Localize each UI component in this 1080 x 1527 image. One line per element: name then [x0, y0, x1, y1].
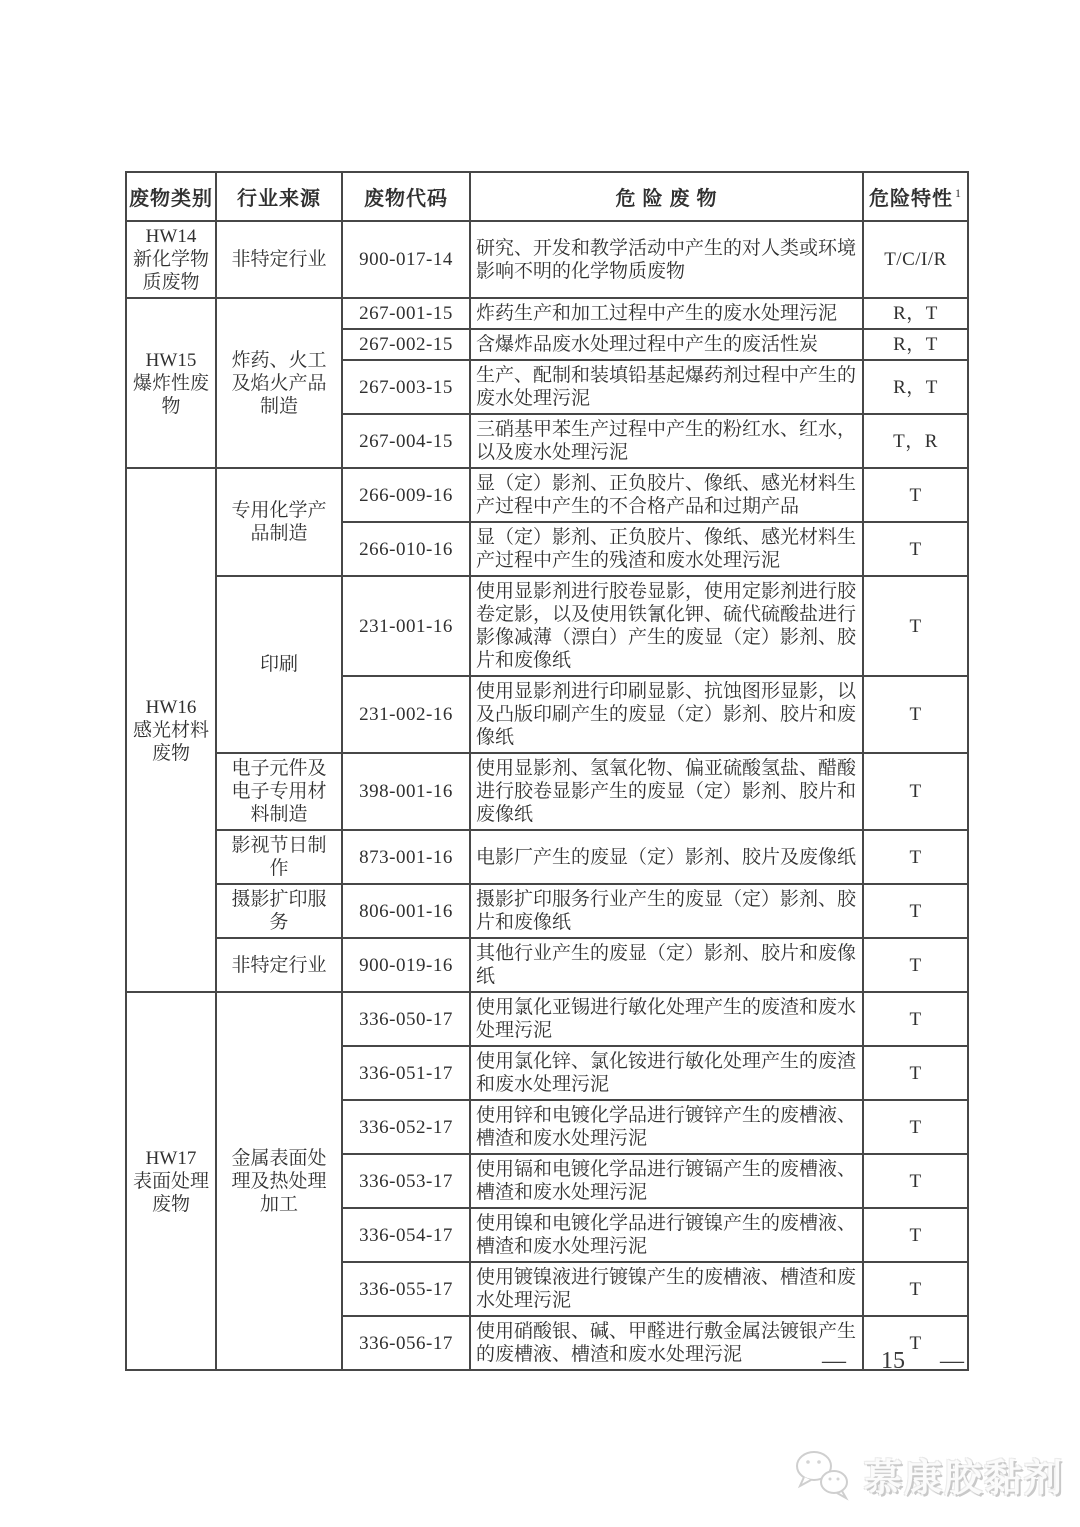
- cell-waste-category-hw16: [126, 468, 216, 992]
- cell-waste-code: 336-056-17: [342, 1316, 470, 1370]
- cell-waste-description: 研究、开发和教学活动中产生的对人类或环境影响不明的化学物质废物: [470, 221, 863, 298]
- cell-waste-code: 398-001-16: [342, 753, 470, 830]
- cell-hazard-trait: R，T: [863, 360, 968, 414]
- page-number: [822, 1348, 964, 1375]
- cell-waste-code: 266-010-16: [342, 522, 470, 576]
- watermark-text: 慕康胶黏剂: [863, 1457, 1064, 1500]
- cell-waste-code: 267-004-15: [342, 414, 470, 468]
- cell-hazard-trait: R，T: [863, 329, 968, 360]
- cell-waste-code: 266-009-16: [342, 468, 470, 522]
- page-number-value: 15: [881, 1348, 905, 1374]
- cell-waste-code: 806-001-16: [342, 884, 470, 938]
- col-header-waste-category: 废物类别: [126, 172, 216, 221]
- cell-waste-description: 使用硝酸银、碱、甲醛进行敷金属法镀银产生的废槽液、槽渣和废水处理污泥: [470, 1316, 863, 1370]
- cell-hazard-trait: T: [863, 830, 968, 884]
- table-row: [126, 830, 968, 884]
- cell-waste-code: 336-052-17: [342, 1100, 470, 1154]
- cell-waste-code: 900-019-16: [342, 938, 470, 992]
- cell-waste-code: 336-053-17: [342, 1154, 470, 1208]
- cell-hazard-trait: T/C/I/R: [863, 221, 968, 298]
- cell-industry-source: 摄影扩印服务: [216, 884, 342, 938]
- col-header-hazard-trait: [863, 172, 968, 221]
- cell-waste-code: 900-017-14: [342, 221, 470, 298]
- cell-waste-description: 显（定）影剂、正负胶片、像纸、感光材料生产过程中产生的残渣和废水处理污泥: [470, 522, 863, 576]
- cell-waste-description: 使用显影剂进行胶卷显影，使用定影剂进行胶卷定影，以及使用铁氰化钾、硫代硫酸盐进行影像减薄（漂白）产生的废显（定）影剂、胶片和废像纸: [470, 576, 863, 676]
- cell-hazard-trait: T: [863, 992, 968, 1046]
- cell-industry-source: 金属表面处理及热处理加工: [216, 992, 342, 1370]
- cell-hazard-trait: T: [863, 938, 968, 992]
- category-code: HW15: [145, 349, 197, 371]
- table-row: [126, 221, 968, 298]
- cell-industry-source: 影视节日制作: [216, 830, 342, 884]
- table-row: [126, 992, 968, 1046]
- cell-waste-description: 其他行业产生的废显（定）影剂、胶片和废像纸: [470, 938, 863, 992]
- cell-waste-code: 336-055-17: [342, 1262, 470, 1316]
- cell-hazard-trait: T: [863, 1154, 968, 1208]
- cell-waste-category-hw14: [126, 221, 216, 298]
- table-row: [126, 468, 968, 522]
- cell-waste-code: 336-050-17: [342, 992, 470, 1046]
- cell-waste-description: 使用氯化亚锡进行敏化处理产生的废渣和废水处理污泥: [470, 992, 863, 1046]
- table-row: [126, 298, 968, 329]
- cell-waste-code: 267-003-15: [342, 360, 470, 414]
- cell-hazard-trait: T: [863, 576, 968, 676]
- cell-waste-description: 使用镉和电镀化学品进行镀镉产生的废槽液、槽渣和废水处理污泥: [470, 1154, 863, 1208]
- col-header-waste-code: 废物代码: [342, 172, 470, 221]
- category-code: HW16: [145, 696, 197, 718]
- cell-waste-code: 267-001-15: [342, 298, 470, 329]
- cell-hazard-trait: T: [863, 522, 968, 576]
- cell-hazard-trait: T，R: [863, 414, 968, 468]
- cell-industry-source: 非特定行业: [216, 938, 342, 992]
- cell-industry-source: 炸药、火工及焰火产品制造: [216, 298, 342, 468]
- cell-waste-description: 生产、配制和装填铅基起爆药剂过程中产生的废水处理污泥: [470, 360, 863, 414]
- cell-waste-code: 873-001-16: [342, 830, 470, 884]
- hazard-trait-footnote-ref: 1: [955, 186, 962, 201]
- cell-hazard-trait: T: [863, 1262, 968, 1316]
- cell-waste-description: 炸药生产和加工过程中产生的废水处理污泥: [470, 298, 863, 329]
- cell-hazard-trait: T: [863, 1100, 968, 1154]
- cell-industry-source: 印刷: [216, 576, 342, 753]
- table-header-row: [126, 172, 968, 221]
- cell-waste-code: 336-051-17: [342, 1046, 470, 1100]
- cell-waste-description: 使用显影剂、氢氧化物、偏亚硫酸氢盐、醋酸进行胶卷显影产生的废显（定）影剂、胶片和废像纸: [470, 753, 863, 830]
- cell-waste-code: 336-054-17: [342, 1208, 470, 1262]
- cell-waste-description: 使用锌和电镀化学品进行镀锌产生的废槽液、槽渣和废水处理污泥: [470, 1100, 863, 1154]
- cell-hazard-trait: T: [863, 1208, 968, 1262]
- cell-waste-code: 231-001-16: [342, 576, 470, 676]
- cell-waste-category-hw17: [126, 992, 216, 1370]
- page-number-dash-left: —: [822, 1348, 846, 1374]
- cell-waste-description: 三硝基甲苯生产过程中产生的粉红水、红水，以及废水处理污泥: [470, 414, 863, 468]
- category-name: 表面处理废物: [133, 1170, 210, 1215]
- table-row: [126, 753, 968, 830]
- cell-hazard-trait: T: [863, 676, 968, 753]
- cell-industry-source: 电子元件及电子专用材料制造: [216, 753, 342, 830]
- category-name: 爆炸性废物: [133, 372, 210, 417]
- cell-hazard-trait: T: [863, 1046, 968, 1100]
- cell-waste-code: 231-002-16: [342, 676, 470, 753]
- category-code: HW14: [145, 226, 197, 247]
- cell-waste-category-hw15: [126, 298, 216, 468]
- table-row: [126, 884, 968, 938]
- hazardous-waste-table: [125, 171, 969, 1371]
- page-number-dash-right: —: [940, 1348, 964, 1374]
- category-name: 感光材料废物: [133, 719, 210, 764]
- category-code: HW17: [145, 1147, 197, 1169]
- cell-waste-description: 使用氯化锌、氯化铵进行敏化处理产生的废渣和废水处理污泥: [470, 1046, 863, 1100]
- table-row: [126, 938, 968, 992]
- table-row: [126, 576, 968, 676]
- cell-waste-code: 267-002-15: [342, 329, 470, 360]
- watermark: [792, 1446, 1064, 1502]
- cell-waste-description: 含爆炸品废水处理过程中产生的废活性炭: [470, 329, 863, 360]
- cell-waste-description: 摄影扩印服务行业产生的废显（定）影剂、胶片和废像纸: [470, 884, 863, 938]
- cell-hazard-trait: T: [863, 884, 968, 938]
- cell-industry-source: 非特定行业: [216, 221, 342, 298]
- cell-waste-description: 使用镍和电镀化学品进行镀镍产生的废槽液、槽渣和废水处理污泥: [470, 1208, 863, 1262]
- cell-hazard-trait: T: [863, 1316, 968, 1370]
- cell-waste-description: 使用镀镍液进行镀镍产生的废槽液、槽渣和废水处理污泥: [470, 1262, 863, 1316]
- cell-hazard-trait: R，T: [863, 298, 968, 329]
- cell-waste-description: 电影厂产生的废显（定）影剂、胶片及废像纸: [470, 830, 863, 884]
- hazard-trait-label: 危险特性: [869, 188, 953, 210]
- cell-hazard-trait: T: [863, 468, 968, 522]
- cell-waste-description: 显（定）影剂、正负胶片、像纸、感光材料生产过程中产生的不合格产品和过期产品: [470, 468, 863, 522]
- wechat-chat-bubbles-icon: [792, 1446, 856, 1502]
- col-header-hazardous-waste: 危 险 废 物: [470, 172, 863, 221]
- cell-waste-description: 使用显影剂进行印刷显影、抗蚀图形显影，以及凸版印刷产生的废显（定）影剂、胶片和废像纸: [470, 676, 863, 753]
- cell-hazard-trait: T: [863, 753, 968, 830]
- category-name: 新化学物质废物: [133, 249, 210, 293]
- col-header-industry-source: 行业来源: [216, 172, 342, 221]
- cell-industry-source: 专用化学产品制造: [216, 468, 342, 576]
